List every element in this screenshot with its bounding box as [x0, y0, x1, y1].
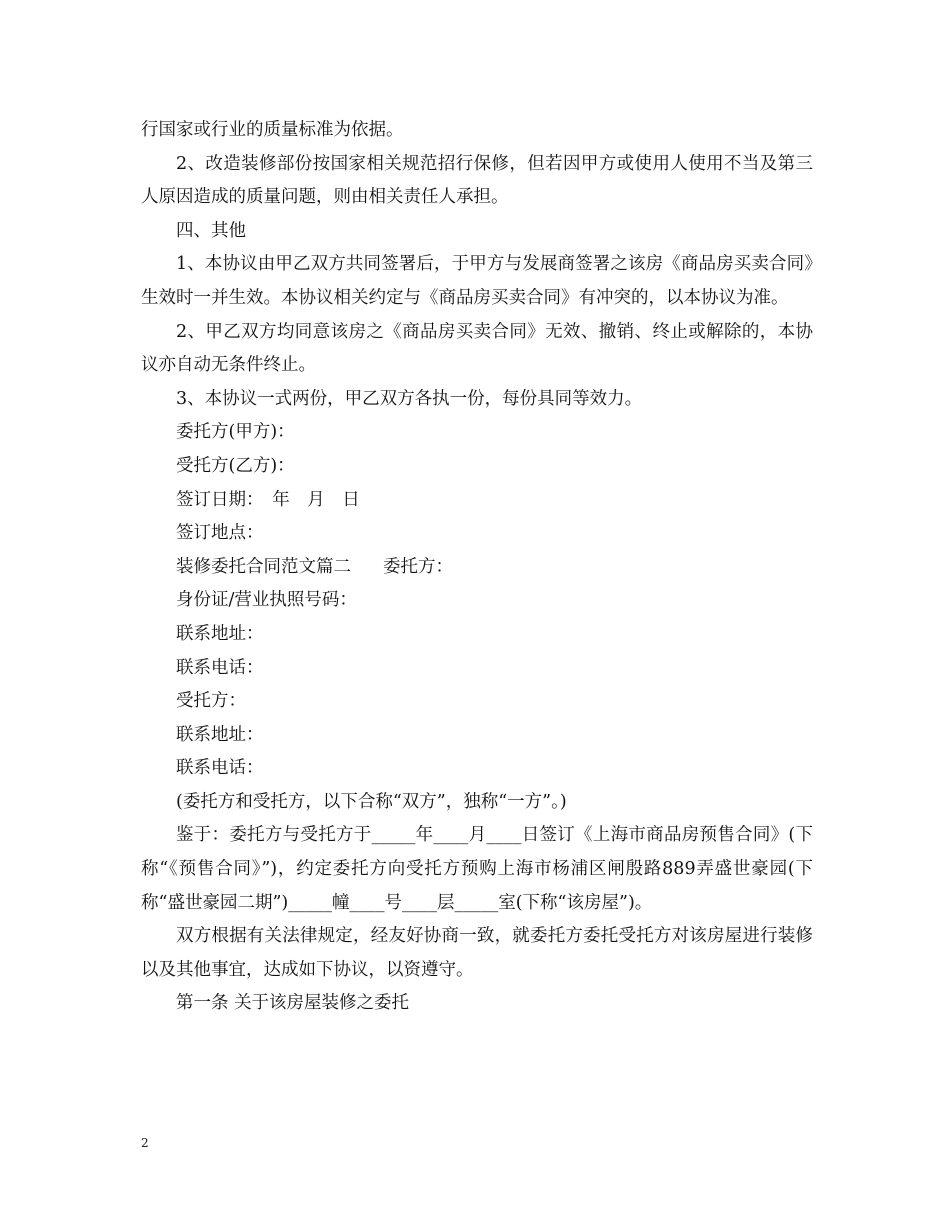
- signing-date: 签订日期： 年 月 日: [176, 489, 360, 510]
- principal-address-field: 联系地址：: [176, 623, 264, 644]
- parties-definition: (委托方和受托方，以下合称“双方”，独称“一方”。): [176, 791, 567, 812]
- paragraph-agreement-basis: 双方根据有关法律规定，经友好协商一致，就委托方委托受托方对该房屋进行装修以及其他事宜，达成如下协议，以资遵守。: [141, 926, 813, 980]
- signature-party-b: 受托方(乙方)：: [176, 455, 295, 476]
- paragraph-whereas: 鉴于：委托方与受托方于_____年____月____日签订《上海市商品房预售合同》(下称“《预售合同》”)，约定委托方向受托方预购上海市杨浦区闸殷路889弄盛世豪园(下称“盛世豪园二期”)_____幢____号____层_____室(下称“该房屋”)。: [141, 825, 813, 913]
- contract-title-line: [141, 551, 813, 585]
- paragraph-effective-clause: 1、本协议由甲乙双方共同签署后，于甲方与发展商签署之该房《商品房买卖合同》生效时一并生效。本协议相关约定与《商品房买卖合同》有冲突的，以本协议为准。: [141, 254, 813, 308]
- id-number-field: 身份证/营业执照号码：: [176, 590, 357, 611]
- principal-label: 委托方：: [383, 556, 453, 577]
- signing-place: 签订地点：: [176, 523, 264, 544]
- agent-label: 受托方：: [176, 691, 246, 712]
- article-one-heading: 第一条 关于该房屋装修之委托: [176, 993, 410, 1014]
- page-number: 2: [141, 1136, 149, 1150]
- paragraph-termination-clause: 2、甲乙双方均同意该房之《商品房买卖合同》无效、撤销、终止或解除的，本协议亦自动无条件终止。: [141, 321, 813, 376]
- paragraph-continuation: 行国家或行业的质量标准为依据。: [141, 120, 404, 140]
- paragraph-copies-clause: 3、本协议一式两份，甲乙双方各执一份，每份具同等效力。: [176, 388, 643, 409]
- section-heading-other: 四、其他: [176, 220, 246, 241]
- paragraph-warranty-clause: 2、改造装修部份按国家相关规范招行保修，但若因甲方或使用人使用不当及第三人原因造成的质量问题，则由相关责任人承担。: [141, 153, 813, 208]
- agent-address-field: 联系地址：: [176, 724, 264, 745]
- agent-phone-field: 联系电话：: [176, 758, 264, 779]
- principal-phone-field: 联系电话：: [176, 657, 264, 678]
- signature-party-a: 委托方(甲方)：: [176, 422, 295, 443]
- contract-title: 装修委托合同范文篇二: [176, 556, 351, 577]
- document-body: [141, 114, 813, 1021]
